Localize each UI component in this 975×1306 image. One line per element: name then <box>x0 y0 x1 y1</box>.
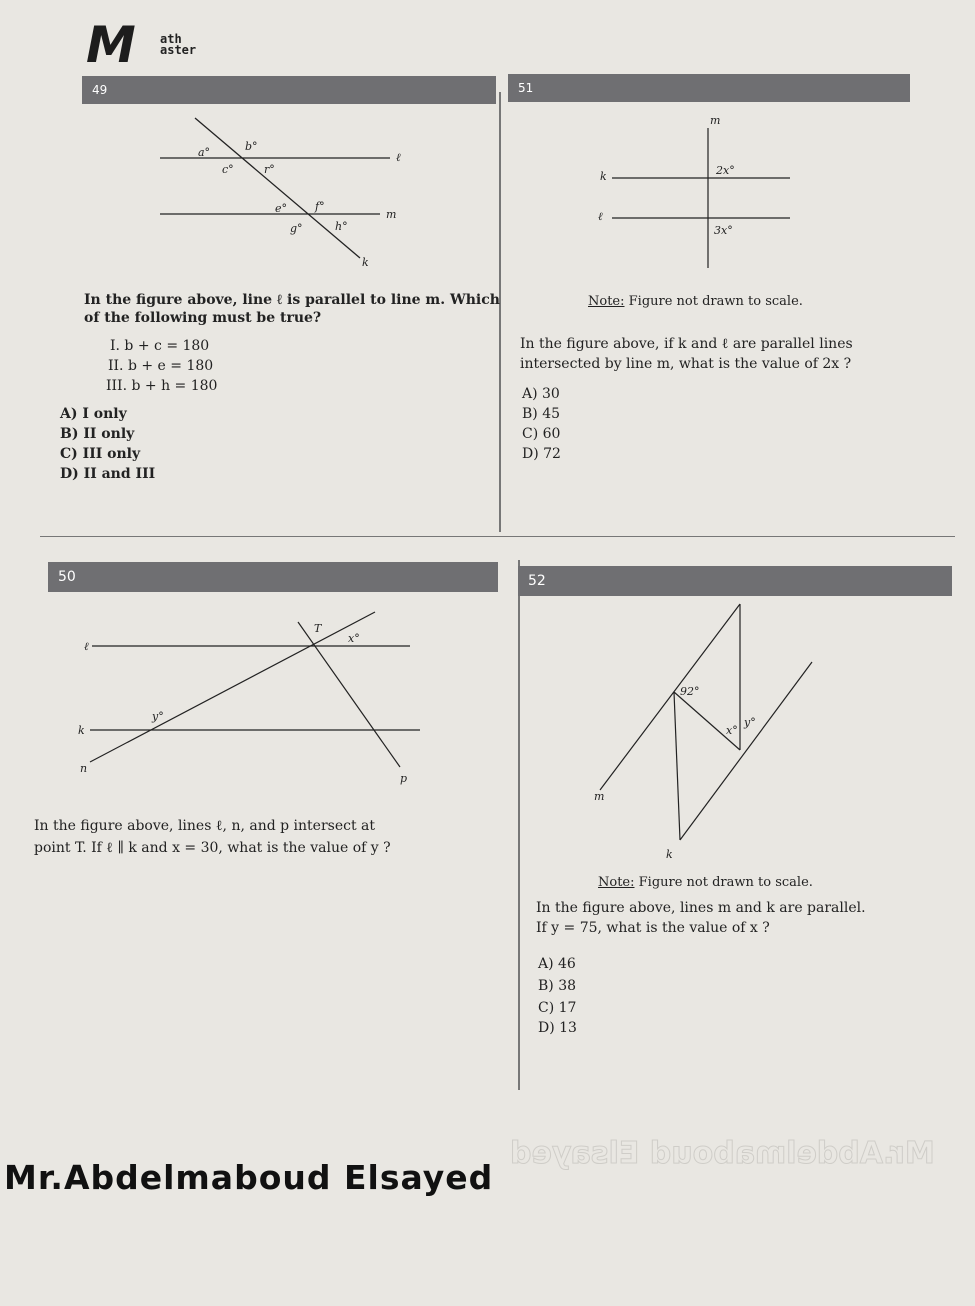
question-51-note-text: Figure not drawn to scale. <box>628 294 803 309</box>
question-51-header <box>508 74 910 102</box>
logo-m-glyph: M <box>86 16 132 74</box>
question-52-note <box>598 875 813 890</box>
logo-line1: ath <box>160 32 182 46</box>
question-52-number: 52 <box>528 573 546 589</box>
angle-a-label: a° <box>198 146 211 159</box>
question-50-figure <box>70 612 420 792</box>
question-52-choice-a[interactable]: A) 46 <box>538 956 576 972</box>
question-51-choice-a[interactable]: A) 30 <box>522 386 560 402</box>
angle-3x-label: 3x° <box>714 224 733 237</box>
question-52-choice-d[interactable]: D) 13 <box>538 1020 577 1036</box>
question-51-figure <box>590 110 800 270</box>
question-49-number: 49 <box>92 83 108 97</box>
question-49-header <box>82 76 496 104</box>
diagonal <box>674 692 740 750</box>
angle-h-label: h° <box>335 220 348 233</box>
logo-line2: aster <box>160 43 197 57</box>
question-51-choice-b[interactable]: B) 45 <box>522 406 561 422</box>
question-50-text-line1: In the figure above, lines ℓ, n, and p intersect at <box>34 818 376 834</box>
column-divider-bottom <box>518 560 520 1090</box>
statement-1: I. b + c = 180 <box>110 338 210 354</box>
question-51-note <box>588 294 803 309</box>
line-m-label: m <box>710 114 721 127</box>
question-50-header <box>48 562 498 592</box>
question-49-text-line2: of the following must be true? <box>84 310 322 326</box>
statement-3: III. b + h = 180 <box>106 378 218 394</box>
line-k <box>680 662 812 840</box>
row-divider <box>40 536 955 537</box>
question-51-text-line1: In the figure above, if k and ℓ are parallel lines <box>520 336 853 352</box>
question-51-note-label: Note: <box>588 294 625 309</box>
question-49-choice-c[interactable]: C) III only <box>60 446 141 462</box>
line-k-label: k <box>600 170 607 183</box>
angle-b-label: b° <box>245 140 258 153</box>
question-51-text-line2: intersected by line m, what is the value of 2x ? <box>520 356 852 372</box>
line-l-label: ℓ <box>598 210 603 223</box>
question-52-header <box>518 566 952 596</box>
question-52-text-line2: If y = 75, what is the value of x ? <box>536 920 770 936</box>
line-m <box>600 604 740 790</box>
question-49-figure <box>150 110 430 275</box>
angle-2x-label: 2x° <box>716 164 735 177</box>
question-51-choice-c[interactable]: C) 60 <box>522 426 561 442</box>
question-50-number: 50 <box>58 569 76 585</box>
line-k-label: k <box>666 848 673 861</box>
line-k-label: k <box>362 256 369 269</box>
question-52-text-line1: In the figure above, lines m and k are parallel. <box>536 900 866 916</box>
angle-y-label: y° <box>744 716 756 729</box>
question-49-choice-a[interactable]: A) I only <box>60 406 127 422</box>
angle-92-label: 92° <box>680 685 700 698</box>
statement-2: II. b + e = 180 <box>108 358 214 374</box>
angle-c-label: c° <box>222 163 234 176</box>
line-k-label: k <box>78 724 85 737</box>
bleed-through-text: Mr.Abdelmaboud Elsayed <box>510 1136 935 1171</box>
angle-x-label: x° <box>348 632 360 645</box>
angle-y-label: y° <box>152 710 164 723</box>
author-signature: Mr.Abdelmaboud Elsayed <box>4 1158 494 1197</box>
question-49-text-line1: In the figure above, line ℓ is parallel to line m. Which <box>84 292 500 308</box>
angle-g-label: g° <box>290 222 303 235</box>
vertical-left <box>674 692 680 840</box>
point-t-label: T <box>314 622 322 635</box>
question-52-note-text: Figure not drawn to scale. <box>638 875 813 890</box>
line-n <box>90 612 375 762</box>
question-50-text-line2: point T. If ℓ ∥ k and x = 30, what is the value of y ? <box>34 840 391 856</box>
column-divider-top <box>499 92 501 532</box>
angle-e-label: e° <box>275 202 288 215</box>
question-52-note-label: Note: <box>598 875 635 890</box>
line-n-label: n <box>80 762 88 775</box>
question-49-choice-d[interactable]: D) II and III <box>60 466 156 482</box>
question-52-choice-b[interactable]: B) 38 <box>538 978 577 994</box>
line-m-label: m <box>386 208 397 221</box>
question-52-choice-c[interactable]: C) 17 <box>538 1000 577 1016</box>
question-51-number: 51 <box>518 81 534 95</box>
line-l-label: ℓ <box>396 151 401 164</box>
angle-f-label: f° <box>315 200 325 213</box>
line-p-label: p <box>400 772 408 785</box>
line-l-label: ℓ <box>84 640 89 653</box>
question-49-choice-b[interactable]: B) II only <box>60 426 135 442</box>
transversal-k <box>195 118 360 258</box>
math-master-logo <box>86 16 236 78</box>
angle-r-label: r° <box>264 163 275 176</box>
question-51-choice-d[interactable]: D) 72 <box>522 446 561 462</box>
question-52-figure <box>590 600 820 870</box>
line-m-label: m <box>594 790 605 803</box>
angle-x-label: x° <box>726 724 738 737</box>
